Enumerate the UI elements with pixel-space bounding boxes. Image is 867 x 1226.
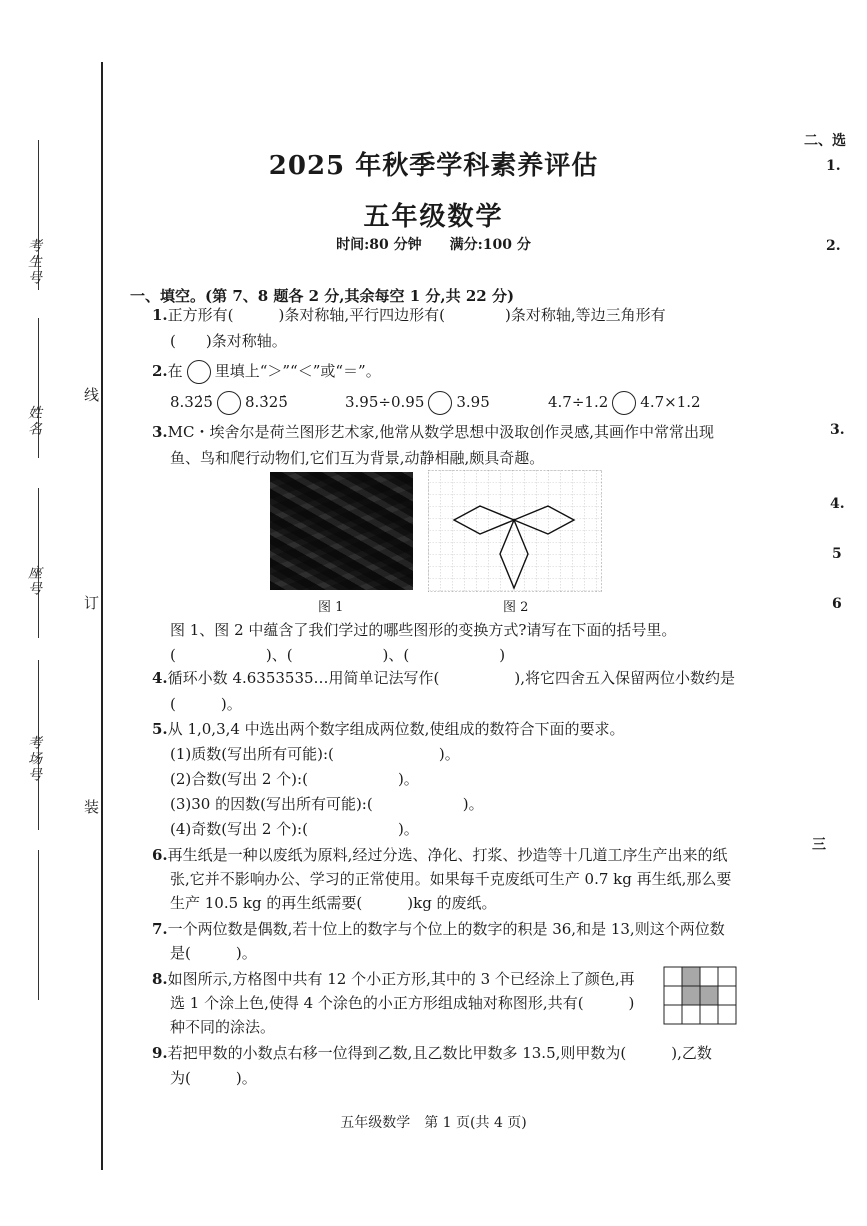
question-number: 1. — [152, 306, 168, 324]
question-text: 如图所示,方格图中共有 12 个小正方形,其中的 3 个已经涂上了颜色,再 — [167, 970, 635, 988]
section-heading: 一、填空。(第 7、8 题各 2 分,其余每空 1 分,共 22 分) — [130, 287, 515, 305]
name-label: 姓名 — [26, 405, 42, 437]
question-text: 若把甲数的小数点右移一位得到乙数,且乙数比甲数多 13.5,则甲数为( ),乙数 — [167, 1044, 712, 1062]
next-item: 4. — [830, 496, 845, 512]
compare-right: 3.95 — [456, 393, 490, 411]
question-4 — [152, 665, 735, 691]
question-number: 3. — [152, 423, 168, 441]
compare-item-1 — [170, 389, 288, 415]
question-text: 循环小数 4.6353535…用简单记法写作( ),将它四舍五入保留两位小数约是 — [167, 669, 736, 687]
question-3 — [152, 419, 714, 445]
question-8-cont-2: 种不同的涂法。 — [170, 1018, 276, 1036]
grid-cell — [664, 967, 682, 986]
question-number: 2. — [152, 362, 168, 380]
compare-right: 8.3̇25̇ — [244, 393, 288, 411]
compare-left: 8.32̇5̇ — [170, 393, 213, 411]
compare-left: 4.7÷1.2 — [548, 393, 609, 411]
question-number: 8. — [152, 970, 168, 988]
compare-item-2 — [345, 389, 490, 415]
compare-right: 4.7×1.2 — [640, 393, 701, 411]
cut-mark-install: 装 — [84, 798, 100, 816]
grid-cell — [718, 986, 736, 1005]
blank-circle[interactable] — [217, 391, 241, 415]
sub-question-3: (3)30 的因数(写出所有可能):( )。 — [170, 795, 484, 813]
sub-question-1: (1)质数(写出所有可能):( )。 — [170, 745, 460, 763]
question-number: 4. — [152, 669, 168, 687]
next-item: 5 — [832, 546, 842, 562]
room-label: 考场号 — [26, 735, 42, 783]
question-number: 5. — [152, 720, 168, 738]
next-section-heading: 二、选 — [804, 133, 846, 149]
next-section: 三 — [812, 837, 826, 853]
grid-cell — [664, 986, 682, 1005]
question-7-cont: 是( )。 — [170, 944, 257, 962]
grid-cell — [718, 967, 736, 986]
question-6-cont-2: 生产 10.5 kg 的再生纸需要( )kg 的废纸。 — [170, 894, 497, 912]
question-6-cont: 张,它并不影响办公、学习的正常使用。如果每千克废纸可生产 0.7 kg 再生纸,那么要 — [170, 870, 732, 888]
seat-underline — [38, 488, 39, 638]
question-8 — [152, 966, 635, 992]
blank-circle[interactable] — [187, 360, 211, 384]
figure-2-caption: 图 2 — [503, 600, 529, 615]
page-footer: 五年级数学 第 1 页(共 4 页) — [340, 1115, 527, 1131]
name-underline — [38, 318, 39, 458]
grid-cell — [682, 1005, 700, 1024]
blank-circle[interactable] — [428, 391, 452, 415]
grid-cell — [664, 1005, 682, 1024]
cut-mark-bind: 订 — [84, 594, 100, 612]
question-1-cont: ( )条对称轴。 — [170, 332, 287, 350]
grid-cell — [700, 1005, 718, 1024]
question-8-cont: 选 1 个涂上色,使得 4 个涂色的小正方形组成轴对称图形,共有( ) — [170, 994, 635, 1012]
subject-title: 五年级数学 — [363, 202, 504, 232]
figure-1-caption: 图 1 — [318, 600, 344, 615]
question-3-prompt: 图 1、图 2 中蕴含了我们学过的哪些图形的变换方式?请写在下面的括号里。 — [170, 621, 677, 639]
question-text: 正方形有( )条对称轴,平行四边形有( )条对称轴,等边三角形有 — [167, 306, 666, 324]
question-6 — [152, 842, 727, 868]
question-3-answer-blanks[interactable]: ( )、( )、( ) — [170, 646, 506, 664]
question-text: 从 1,0,3,4 中选出两个数字组成两位数,使组成的数符合下面的要求。 — [167, 720, 625, 738]
question-text: MC・埃舍尔是荷兰图形艺术家,他常从数学思想中汲取创作灵感,其画作中常常出现 — [167, 423, 715, 441]
next-item: 6 — [832, 596, 842, 612]
shading-grid-figure — [663, 966, 737, 1026]
shaded-cell — [700, 986, 718, 1005]
exam-meta: 时间:80 分钟 满分:100 分 — [336, 237, 531, 253]
question-number: 7. — [152, 920, 168, 938]
shaded-cell — [682, 986, 700, 1005]
sub-question-4: (4)奇数(写出 2 个):( )。 — [170, 820, 419, 838]
question-number: 6. — [152, 846, 168, 864]
figure-2-grid — [428, 470, 602, 592]
next-item: 3. — [830, 422, 845, 438]
question-text: 里填上“＞”“＜”或“＝”。 — [214, 362, 381, 380]
grid-cell — [700, 967, 718, 986]
next-item: 1. — [826, 158, 841, 174]
compare-item-3 — [548, 389, 701, 415]
question-2 — [152, 358, 381, 384]
next-item: 2. — [826, 238, 841, 254]
question-5 — [152, 716, 624, 742]
question-text: 再生纸是一种以废纸为原料,经过分选、净化、打浆、抄造等十几道工序生产出来的纸 — [167, 846, 728, 864]
question-number: 9. — [152, 1044, 168, 1062]
question-7 — [152, 916, 725, 942]
question-4-cont: ( )。 — [170, 695, 242, 713]
cut-mark-line: 线 — [84, 386, 100, 404]
escher-tessellation-image — [270, 472, 413, 590]
exam-title: 2025 年秋季学科素养评估 — [268, 151, 599, 181]
blank-circle[interactable] — [612, 391, 636, 415]
question-text: 在 — [167, 362, 183, 380]
question-9-cont: 为( )。 — [170, 1069, 257, 1087]
extra-underline — [38, 850, 39, 1000]
question-9 — [152, 1040, 712, 1066]
compare-left: 3.95÷0.95 — [345, 393, 425, 411]
question-text: 一个两位数是偶数,若十位上的数字与个位上的数字的积是 36,和是 13,则这个两位数 — [167, 920, 725, 938]
question-3-cont: 鱼、鸟和爬行动物们,它们互为背景,动静相融,颇具奇趣。 — [170, 449, 545, 467]
exam-id-label: 考生号 — [26, 238, 42, 286]
sub-question-2: (2)合数(写出 2 个):( )。 — [170, 770, 419, 788]
question-1 — [152, 302, 666, 328]
shaded-cell — [682, 967, 700, 986]
seat-label: 座号 — [26, 565, 42, 597]
grid-cell — [718, 1005, 736, 1024]
